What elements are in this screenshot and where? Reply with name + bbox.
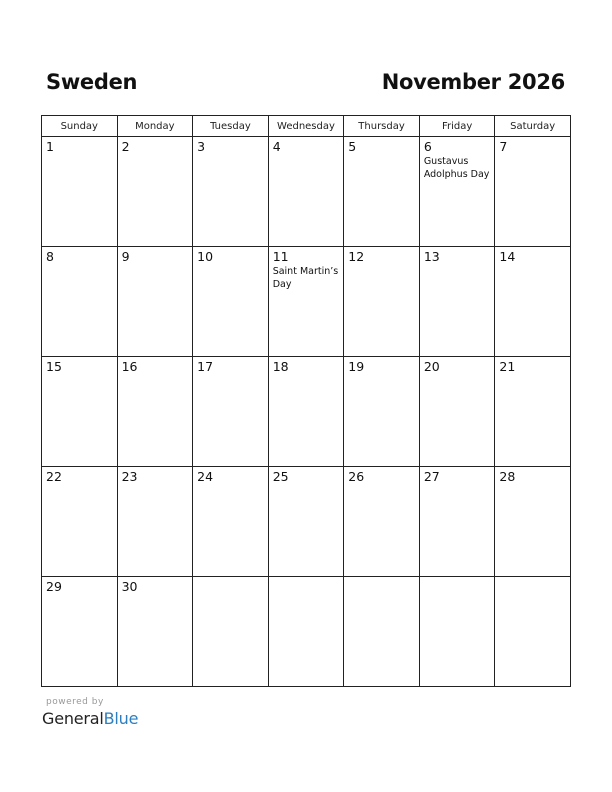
- brand-general: General: [42, 709, 104, 728]
- day-number: 24: [197, 469, 214, 484]
- weekday-tuesday: Tuesday: [193, 116, 269, 137]
- day-number: 28: [499, 469, 516, 484]
- day-cell: [419, 247, 495, 357]
- day-cell: [117, 247, 193, 357]
- day-number: 6: [423, 139, 432, 154]
- day-cell: [268, 357, 344, 467]
- day-cell: [42, 357, 118, 467]
- day-number: 10: [197, 249, 214, 264]
- day-number: 18: [272, 359, 289, 374]
- day-number: 27: [423, 469, 440, 484]
- day-number: 21: [499, 359, 516, 374]
- day-number: 19: [348, 359, 365, 374]
- day-number: 16: [121, 359, 138, 374]
- day-cell: [193, 357, 269, 467]
- day-number: 23: [121, 469, 138, 484]
- day-number: 17: [197, 359, 214, 374]
- day-cell: [193, 467, 269, 577]
- powered-by-label: powered by: [46, 697, 104, 707]
- day-cell: [495, 577, 571, 687]
- day-cell: [268, 577, 344, 687]
- day-number: 15: [46, 359, 62, 374]
- day-cell: [42, 137, 118, 247]
- day-cell: [117, 467, 193, 577]
- day-cell: [117, 137, 193, 247]
- day-number: 29: [46, 579, 62, 594]
- week-row: [42, 357, 571, 467]
- day-number: 25: [272, 469, 289, 484]
- day-number: 8: [46, 249, 54, 264]
- day-cell: [495, 467, 571, 577]
- day-number: 9: [121, 249, 130, 264]
- generalblue-logo: [42, 709, 138, 728]
- weekday-thursday: Thursday: [344, 116, 420, 137]
- day-number: 4: [272, 139, 281, 154]
- day-cell: [42, 247, 118, 357]
- day-cell: [344, 137, 420, 247]
- day-cell: [344, 247, 420, 357]
- day-number: 14: [499, 249, 516, 264]
- weekday-monday: Monday: [117, 116, 193, 137]
- day-cell: [117, 357, 193, 467]
- day-cell: [268, 247, 344, 357]
- day-cell: [344, 577, 420, 687]
- weekday-friday: Friday: [419, 116, 495, 137]
- week-row: [42, 137, 571, 247]
- day-cell: [268, 137, 344, 247]
- day-number: 13: [423, 249, 440, 264]
- day-cell: [419, 357, 495, 467]
- country-title: Sweden: [46, 70, 138, 94]
- weekday-saturday: Saturday: [495, 116, 571, 137]
- day-number: 26: [348, 469, 365, 484]
- holiday-label: Gustavus Adolphus Day: [423, 156, 490, 180]
- weekday-sunday: Sunday: [42, 116, 118, 137]
- week-row: [42, 577, 571, 687]
- day-cell: [117, 577, 193, 687]
- day-number: 2: [121, 139, 130, 154]
- weekday-header-row: [42, 116, 571, 137]
- day-cell: [419, 577, 495, 687]
- brand-blue: Blue: [103, 709, 139, 728]
- day-number: 22: [46, 469, 62, 484]
- day-cell: [419, 467, 495, 577]
- month-title: November 2026: [381, 70, 565, 94]
- day-cell: [42, 467, 118, 577]
- day-cell: [193, 137, 269, 247]
- week-row: [42, 247, 571, 357]
- calendar-grid: [41, 115, 571, 687]
- day-cell: [344, 467, 420, 577]
- day-cell: [419, 137, 495, 247]
- week-row: [42, 467, 571, 577]
- day-cell: [495, 247, 571, 357]
- weekday-wednesday: Wednesday: [268, 116, 344, 137]
- day-number: 7: [499, 139, 508, 154]
- day-cell: [193, 247, 269, 357]
- day-number: 20: [423, 359, 440, 374]
- day-number: 11: [272, 249, 289, 264]
- day-cell: [495, 137, 571, 247]
- day-cell: [268, 467, 344, 577]
- day-cell: [495, 357, 571, 467]
- day-cell: [193, 577, 269, 687]
- day-number: 1: [46, 139, 54, 154]
- holiday-label: Saint Martin’s Day: [272, 266, 339, 290]
- day-number: 12: [348, 249, 365, 264]
- day-cell: [42, 577, 118, 687]
- day-number: 30: [121, 579, 138, 594]
- day-number: 5: [348, 139, 357, 154]
- day-number: 3: [197, 139, 206, 154]
- day-cell: [344, 357, 420, 467]
